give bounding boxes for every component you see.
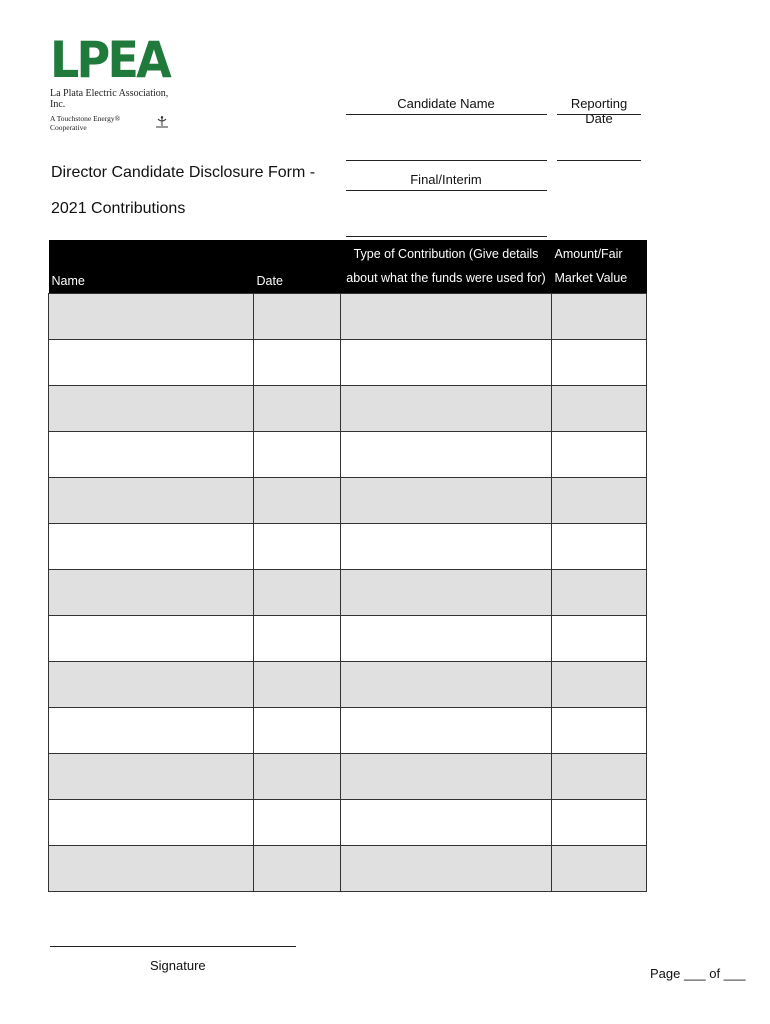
date-cell[interactable] (254, 846, 341, 892)
name-cell[interactable] (49, 340, 254, 386)
table-row (49, 800, 647, 846)
contribution-type-cell[interactable] (341, 524, 552, 570)
form-subtitle: 2021 Contributions (51, 200, 186, 217)
name-cell[interactable] (49, 294, 254, 340)
table-header-row (49, 240, 647, 294)
name-cell[interactable] (49, 386, 254, 432)
date-cell[interactable] (254, 754, 341, 800)
candidate-name-underline (346, 114, 547, 115)
contribution-type-cell[interactable] (341, 616, 552, 662)
final-interim-label: Final/Interim (410, 172, 482, 187)
contribution-type-cell[interactable] (341, 662, 552, 708)
date-cell[interactable] (254, 524, 341, 570)
page-number-label: Page ___ of ___ (650, 966, 746, 981)
contribution-type-cell[interactable] (341, 754, 552, 800)
reporting-date-underline (557, 114, 641, 115)
date-cell[interactable] (254, 616, 341, 662)
amount-cell[interactable] (552, 570, 647, 616)
date-cell[interactable] (254, 340, 341, 386)
amount-cell[interactable] (552, 432, 647, 478)
date-cell[interactable] (254, 432, 341, 478)
table-row (49, 432, 647, 478)
column-header-date: Date (254, 240, 341, 294)
contribution-type-cell[interactable] (341, 846, 552, 892)
signature-label: Signature (150, 958, 206, 973)
reporting-date-label: Reporting Date (570, 96, 628, 126)
date-cell[interactable] (254, 708, 341, 754)
table-row (49, 340, 647, 386)
name-cell[interactable] (49, 754, 254, 800)
final-interim-underline (346, 190, 547, 191)
table-row (49, 616, 647, 662)
table-row (49, 708, 647, 754)
date-cell[interactable] (254, 800, 341, 846)
amount-cell[interactable] (552, 386, 647, 432)
column-header-name: Name (49, 240, 254, 294)
contribution-type-cell[interactable] (341, 478, 552, 524)
amount-cell[interactable] (552, 616, 647, 662)
amount-cell[interactable] (552, 340, 647, 386)
table-row (49, 386, 647, 432)
name-cell[interactable] (49, 524, 254, 570)
logo-wordmark: LPEA (50, 31, 170, 89)
contribution-type-cell[interactable] (341, 800, 552, 846)
date-cell[interactable] (254, 662, 341, 708)
table-row (49, 662, 647, 708)
column-header-amount: Amount/Fair Market Value (552, 240, 647, 294)
final-interim-field[interactable] (346, 236, 547, 237)
contribution-type-cell[interactable] (341, 708, 552, 754)
lpea-logo (50, 31, 170, 132)
amount-cell[interactable] (552, 708, 647, 754)
contribution-type-cell[interactable] (341, 570, 552, 616)
amount-cell[interactable] (552, 294, 647, 340)
candidate-name-label: Candidate Name (397, 96, 495, 111)
column-header-type: Type of Contribution (Give details about what the funds were used for) (341, 240, 552, 294)
table-row (49, 524, 647, 570)
signature-line[interactable] (50, 946, 296, 947)
table-row (49, 478, 647, 524)
logo-company-name: La Plata Electric Association, Inc. (50, 88, 169, 110)
amount-cell[interactable] (552, 662, 647, 708)
name-cell[interactable] (49, 570, 254, 616)
contribution-type-cell[interactable] (341, 294, 552, 340)
form-title: Director Candidate Disclosure Form - (51, 164, 316, 181)
amount-cell[interactable] (552, 478, 647, 524)
amount-cell[interactable] (552, 754, 647, 800)
table-row (49, 294, 647, 340)
name-cell[interactable] (49, 478, 254, 524)
date-cell[interactable] (254, 386, 341, 432)
contribution-type-cell[interactable] (341, 386, 552, 432)
name-cell[interactable] (49, 708, 254, 754)
contribution-type-cell[interactable] (341, 340, 552, 386)
name-cell[interactable] (49, 616, 254, 662)
amount-cell[interactable] (552, 846, 647, 892)
logo-tagline: A Touchstone Energy® Cooperative (50, 114, 121, 132)
table-row (49, 570, 647, 616)
date-cell[interactable] (254, 478, 341, 524)
reporting-date-field[interactable] (557, 160, 641, 161)
contribution-type-cell[interactable] (341, 432, 552, 478)
logo-tagline-row (50, 114, 170, 132)
touchstone-icon (154, 115, 170, 131)
candidate-name-field[interactable] (346, 160, 547, 161)
amount-cell[interactable] (552, 800, 647, 846)
date-cell[interactable] (254, 294, 341, 340)
name-cell[interactable] (49, 800, 254, 846)
table-row (49, 754, 647, 800)
contributions-table (48, 240, 647, 892)
name-cell[interactable] (49, 662, 254, 708)
amount-cell[interactable] (552, 524, 647, 570)
name-cell[interactable] (49, 846, 254, 892)
name-cell[interactable] (49, 432, 254, 478)
date-cell[interactable] (254, 570, 341, 616)
table-row (49, 846, 647, 892)
